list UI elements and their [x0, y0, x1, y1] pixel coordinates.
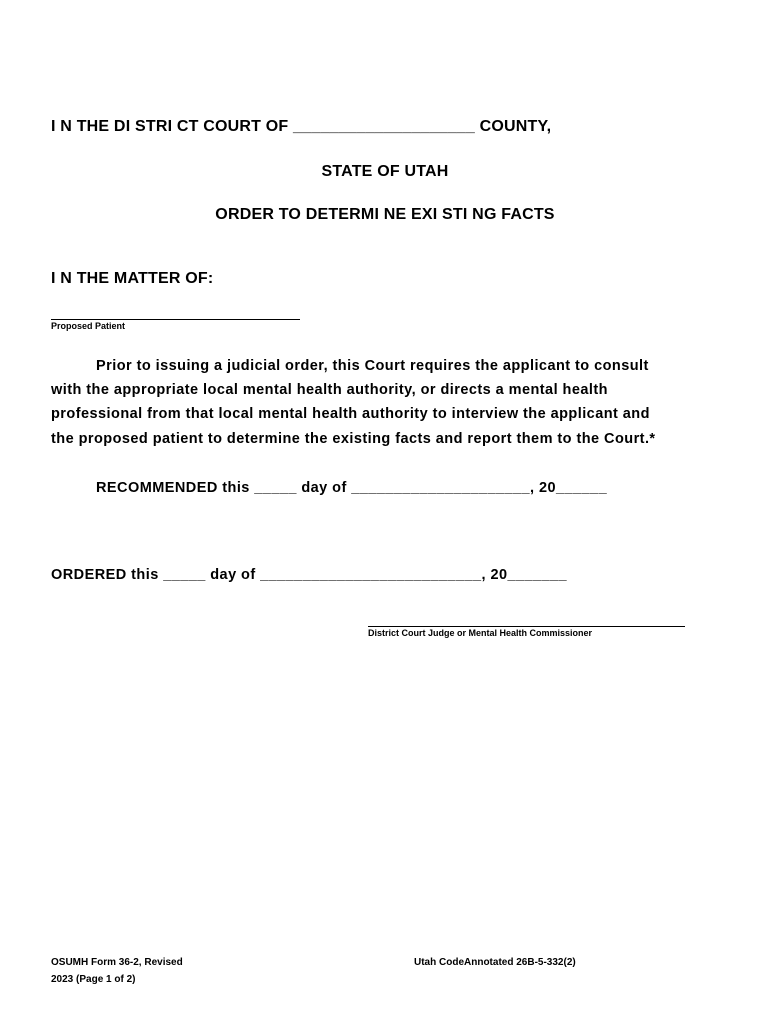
signature-line	[368, 626, 685, 627]
patient-caption: Proposed Patient	[51, 321, 126, 331]
document-title: ORDER TO DETERMI NE EXI STI NG FACTS	[215, 206, 555, 223]
matter-label: I N THE MATTER OF:	[51, 270, 214, 287]
body-line: Prior to issuing a judicial order, this Court requires the applicant to consult	[96, 358, 649, 374]
body-line: with the appropriate local mental health authority, or directs a mental health	[51, 382, 608, 398]
code-citation	[414, 957, 576, 968]
body-line: the proposed patient to determine the existing facts and report them to the Court.*	[51, 431, 656, 447]
signature-caption: District Court Judge or Mental Health Commissioner	[368, 628, 593, 638]
code-section: 26B-5-332	[516, 957, 564, 968]
state-heading: STATE OF UTAH	[321, 163, 449, 180]
code-suffix: (2)	[563, 957, 576, 968]
form-page-info: 2023 (Page 1 of 2)	[51, 974, 136, 985]
ordered-line: ORDERED this _____ day of __________________________, 20_______	[51, 567, 568, 583]
court-county-heading: I N THE DI STRI CT COURT OF ____________________ COUNTY,	[51, 118, 552, 135]
patient-name-line	[51, 319, 300, 320]
form-number: OSUMH Form 36-2, Revised	[51, 957, 183, 968]
body-line: professional from that local mental health authority to interview the applicant and	[51, 406, 650, 422]
code-prefix: Utah CodeAnnotated	[414, 957, 517, 968]
recommended-line: RECOMMENDED this _____ day of _____________________, 20______	[96, 480, 608, 496]
